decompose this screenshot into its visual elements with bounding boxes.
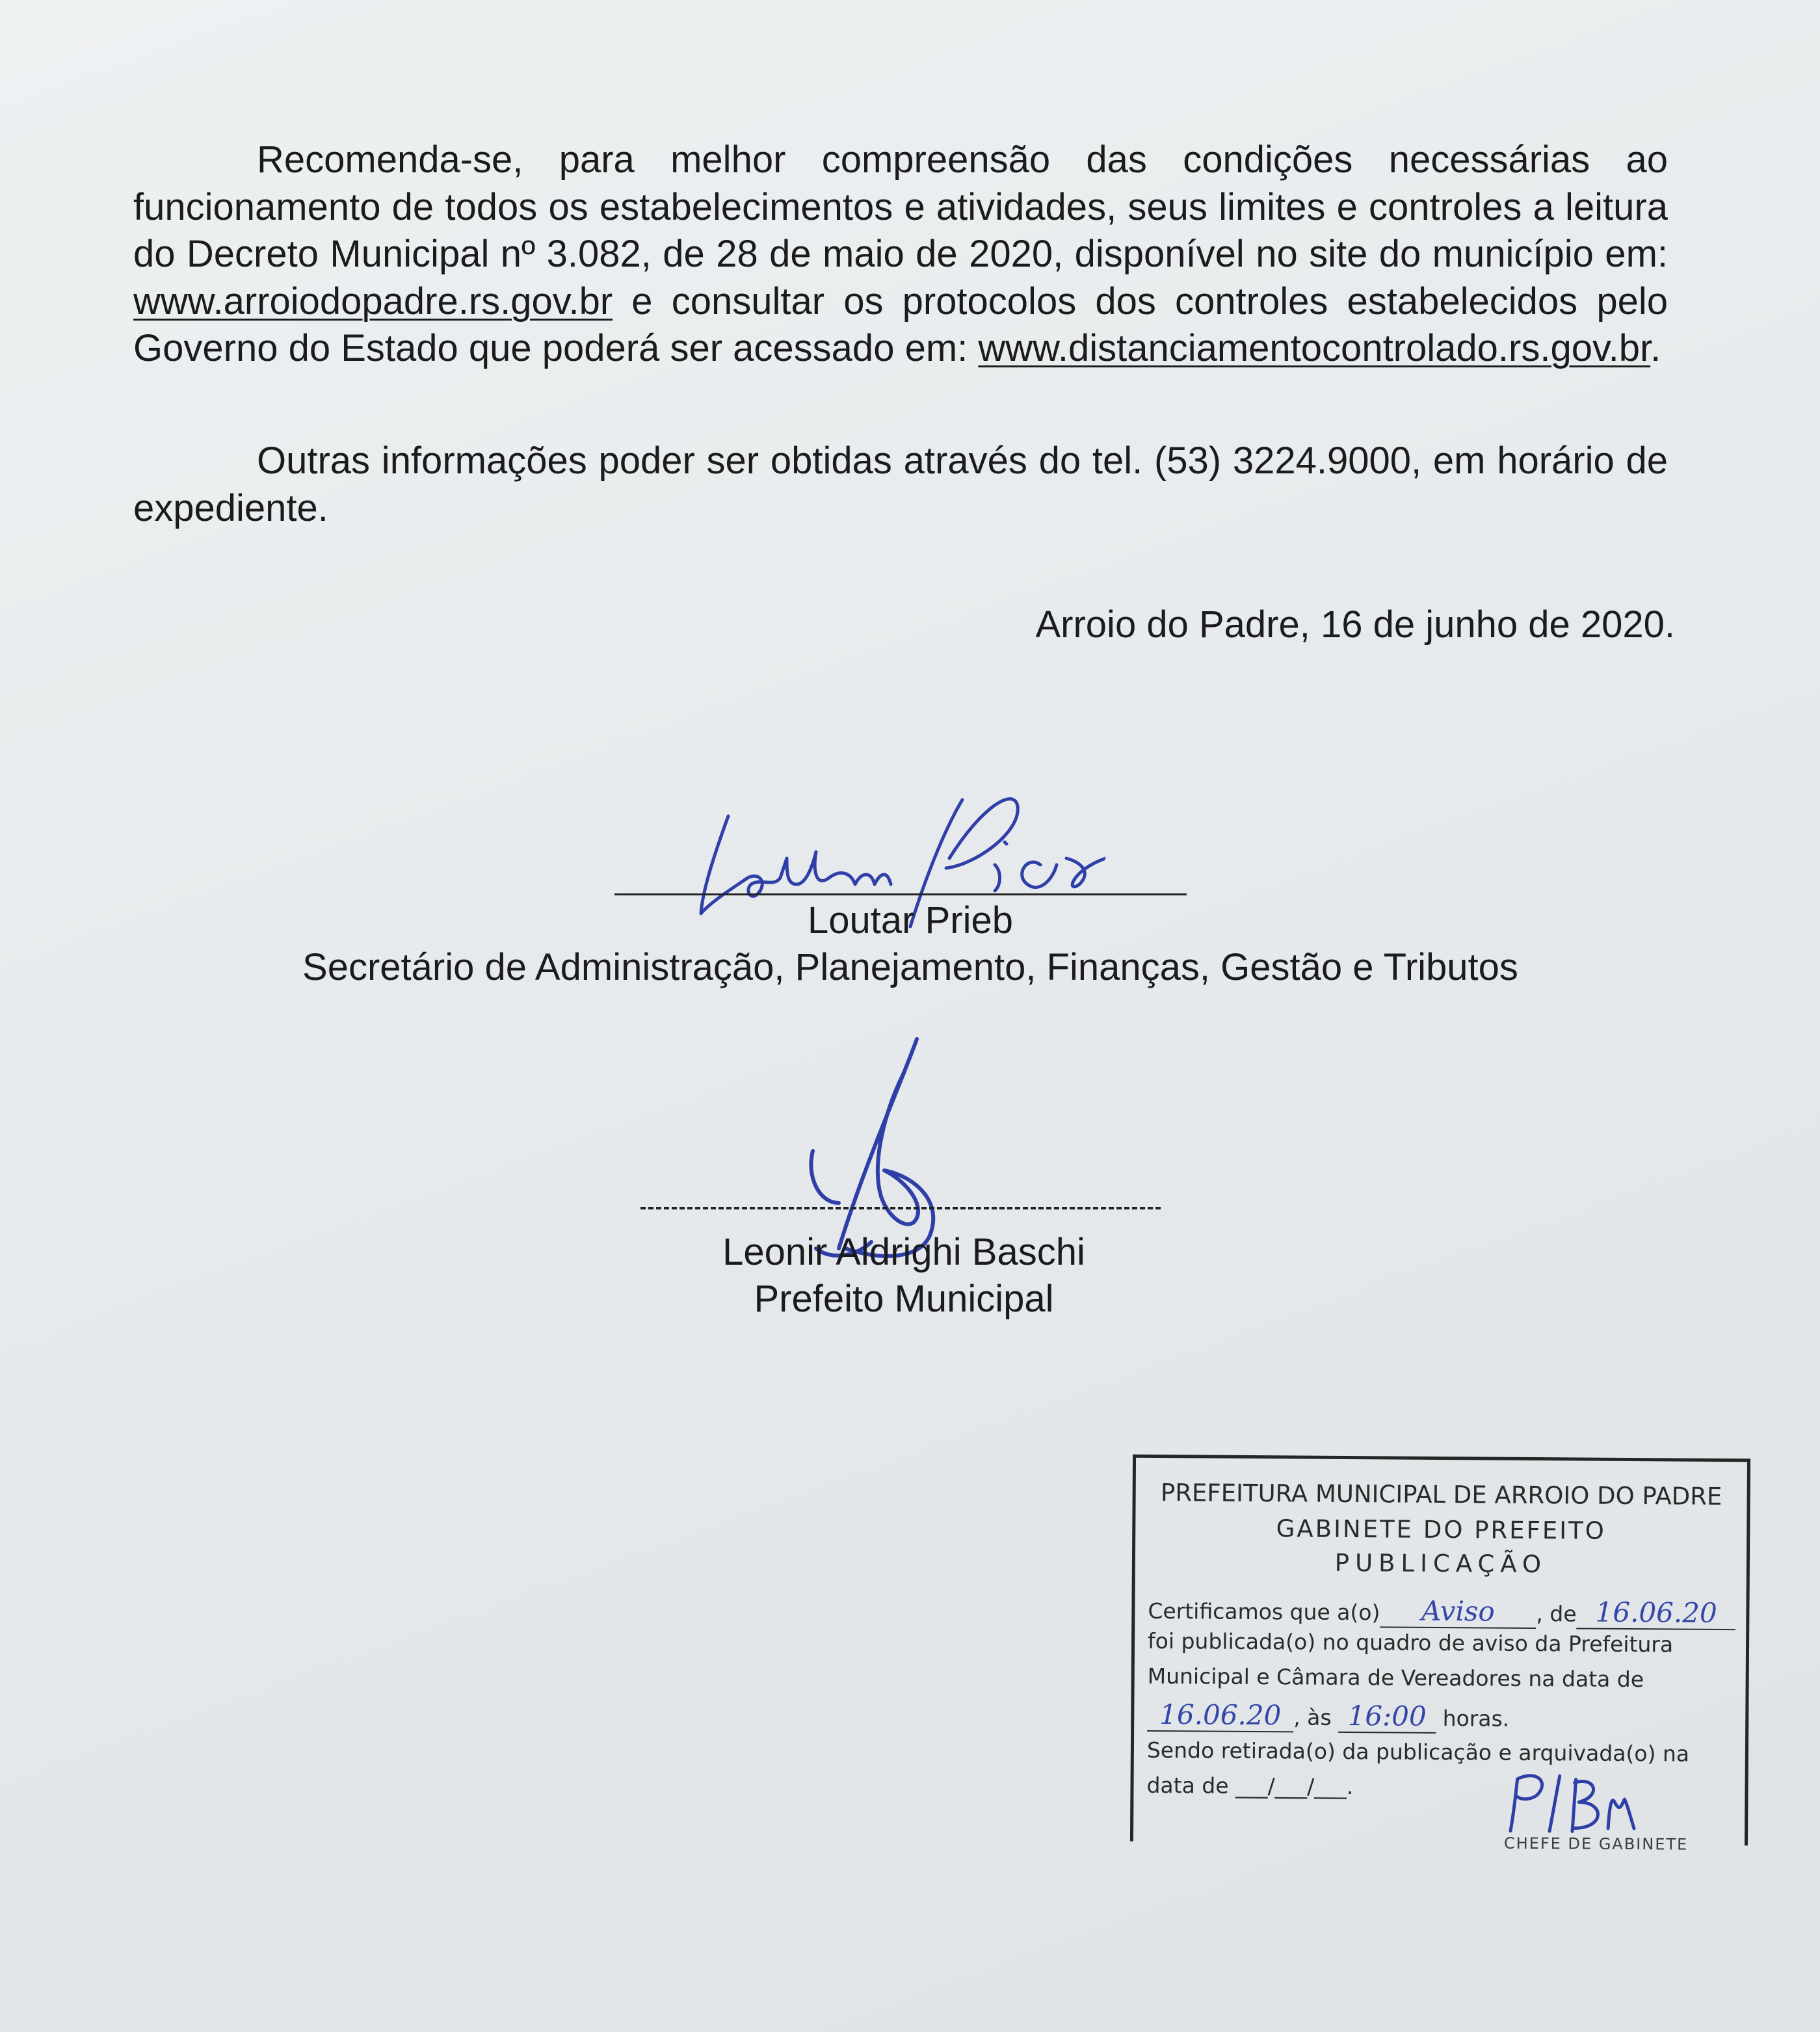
stamp-doc-type: Aviso xyxy=(1380,1594,1536,1629)
municipality-site-link[interactable]: www.arroiodopadre.rs.gov.br xyxy=(133,280,613,323)
stamp-publication-line xyxy=(1147,1698,1739,1735)
handwritten-rubric xyxy=(1497,1766,1641,1839)
stamp-text: , às xyxy=(1293,1704,1332,1730)
paragraph-text: e consultar os protocolos dos controles estabelecidos pelo Governo do Estado que poderá ser acessado em: xyxy=(133,280,1668,369)
stamp-pub-time: 16:00 xyxy=(1338,1700,1436,1734)
stamp-certify-line xyxy=(1148,1593,1739,1630)
stamp-text-line: data de ___/___/___. xyxy=(1146,1772,1354,1800)
publication-stamp xyxy=(1130,1455,1750,1854)
stamp-text-line: foi publicada(o) no quadro de aviso da Prefeitura xyxy=(1147,1628,1674,1657)
place-date-line: Arroio do Padre, 16 de junho de 2020. xyxy=(1035,603,1675,646)
signer-title: Secretário de Administração, Planejamento, Finanças, Gestão e Tributos xyxy=(302,946,1518,988)
stamp-text-line: Municipal e Câmara de Vereadores na data de xyxy=(1147,1663,1644,1693)
state-distancing-site-link[interactable]: www.distanciamentocontrolado.rs.gov.br xyxy=(978,327,1651,369)
stamp-text-line: Sendo retirada(o) da publicação e arquivada(o) na xyxy=(1146,1737,1690,1767)
signer-name: Loutar Prieb xyxy=(808,899,1013,942)
signer-name: Leonir Aldrighi Baschi xyxy=(722,1231,1085,1273)
signer-title: Prefeito Municipal xyxy=(754,1278,1054,1320)
recommendation-paragraph xyxy=(133,137,1668,373)
signature-line-secretary xyxy=(614,893,1187,895)
signature-line-mayor xyxy=(640,1207,1161,1209)
stamp-text: Certificamos que a(o) xyxy=(1148,1598,1380,1626)
stamp-text: horas. xyxy=(1436,1705,1510,1732)
paragraph-end: . xyxy=(1650,327,1661,369)
stamp-organization: PREFEITURA MUNICIPAL DE ARROIO DO PADRE xyxy=(1160,1478,1722,1511)
stamp-footer: CHEFE DE GABINETE xyxy=(1503,1834,1689,1854)
signer-block-mayor xyxy=(650,1229,1157,1323)
paragraph-text: Recomenda-se, para melhor compreensão das condições necessárias ao funcionamento de todos os estabelecimentos e atividades, seus limites e controles a leitura do Decreto Municipal nº 3.082, de 28 de maio de 2020, disponível no site do município em: xyxy=(133,139,1668,275)
signer-block-secretary xyxy=(130,897,1691,991)
stamp-text: , de xyxy=(1536,1601,1577,1627)
contact-paragraph: Outras informações poder ser obtidas através do tel. (53) 3224.9000, em horário de expediente. xyxy=(133,440,1668,529)
stamp-heading: PUBLICAÇÃO xyxy=(1334,1548,1548,1579)
stamp-department: GABINETE DO PREFEITO xyxy=(1276,1514,1607,1545)
stamp-pub-date: 16.06.20 xyxy=(1147,1698,1293,1733)
stamp-doc-date: 16.06.20 xyxy=(1576,1596,1735,1630)
